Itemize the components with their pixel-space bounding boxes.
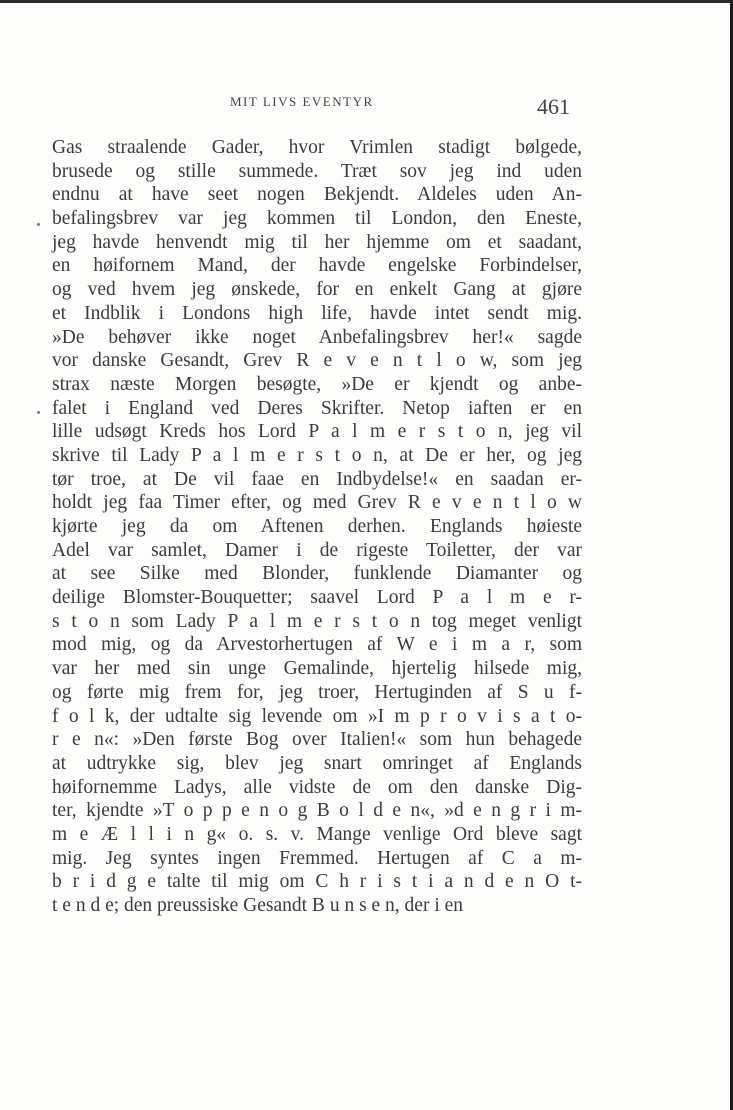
text-line: »De behøver ikke noget Anbefalingsbrev her!« sagde [52,326,582,348]
text-line: Adel var samlet, Damer i de rigeste Toiletter, der var [52,539,582,561]
text-line: ter, kjendte »T o p p e n o g B o l d e n«, »d e n g r i m- [52,800,582,822]
text-line: falet i England ved Deres Skrifter. Netop iaften er en [52,397,582,419]
text-line: mod mig, og da Arvestorhertugen af W e i m a r, som [52,634,582,656]
text-line: var her med sin unge Gemalinde, hjertelig hilsede mig, [52,658,582,680]
scan-edge-top [0,0,733,3]
text-line: mig. Jeg syntes ingen Fremmed. Hertugen af C a m- [52,847,582,869]
text-line: f o l k, der udtalte sig levende om »I m p r o v i s a t o- [52,705,582,727]
text-line: endnu at have seet nogen Bekjendt. Aldeles uden An- [52,184,582,206]
text-line: Gas straalende Gader, hvor Vrimlen stadigt bølgede, [52,137,582,158]
body-text [52,136,582,918]
text-line: kjørte jeg da om Aftenen derhen. Englands høieste [52,516,582,537]
text-line: at udtrykke sig, blev jeg snart omringet af Englands [52,752,582,774]
text-line: skrive til Lady P a l m e r s t o n, at De er her, og jeg [52,444,582,466]
text-line: en høifornem Mand, der havde engelske Forbindelser, [52,255,582,277]
text-line: jeg havde henvendt mig til her hjemme om et saadant, [52,231,582,253]
text-line: b r i d g e talte til mig om C h r i s t i a n d e n O t- [52,871,582,893]
text-line: at see Silke med Blonder, funklende Diamanter og [52,563,582,585]
text-line: tør troe, at De vil faae en Indbydelse!« en saadan er- [52,468,582,490]
running-title: MIT LIVS EVENTYR [230,94,374,109]
text-line: deilige Blomster-Bouquetter; saavel Lord P a l m e r- [52,587,582,609]
text-line: og førte mig frem for, jeg troer, Hertuginden af S u f- [52,681,582,703]
text-line: og ved hvem jeg ønskede, for en enkelt Gang at gjøre [52,279,582,301]
text-line: høifornemme Ladys, alle vidste de om den danske Dig- [52,776,582,798]
margin-dot [37,411,40,414]
text-line: brusede og stille summede. Træt sov jeg ind uden [52,160,582,182]
text-line: holdt jeg faa Timer efter, og med Grev R e v e n t l o w [52,492,582,514]
text-line: strax næste Morgen besøgte, »De er kjendt og anbe- [52,373,582,395]
text-line: lille udsøgt Kreds hos Lord P a l m e r s t o n, jeg vil [52,421,582,443]
text-line: t e n d e; den preussiske Gesandt B u n s e n, der i en [52,895,464,916]
page-number: 461 [537,94,570,119]
text-line: s t o n som Lady P a l m e r s t o n tog meget venligt [52,610,582,632]
text-line: r e n«: »Den første Bog over Italien!« som hun behagede [52,729,582,751]
text-line: befalingsbrev var jeg kommen til London, den Eneste, [52,208,582,230]
margin-dot [37,223,40,226]
text-line: m e Æ l l i n g« o. s. v. Mange venlige Ord bleve sagt [52,823,582,845]
text-line: vor danske Gesandt, Grev R e v e n t l o w, som jeg [52,350,582,372]
text-line: et Indblik i Londons high life, havde intet sendt mig. [52,302,582,324]
